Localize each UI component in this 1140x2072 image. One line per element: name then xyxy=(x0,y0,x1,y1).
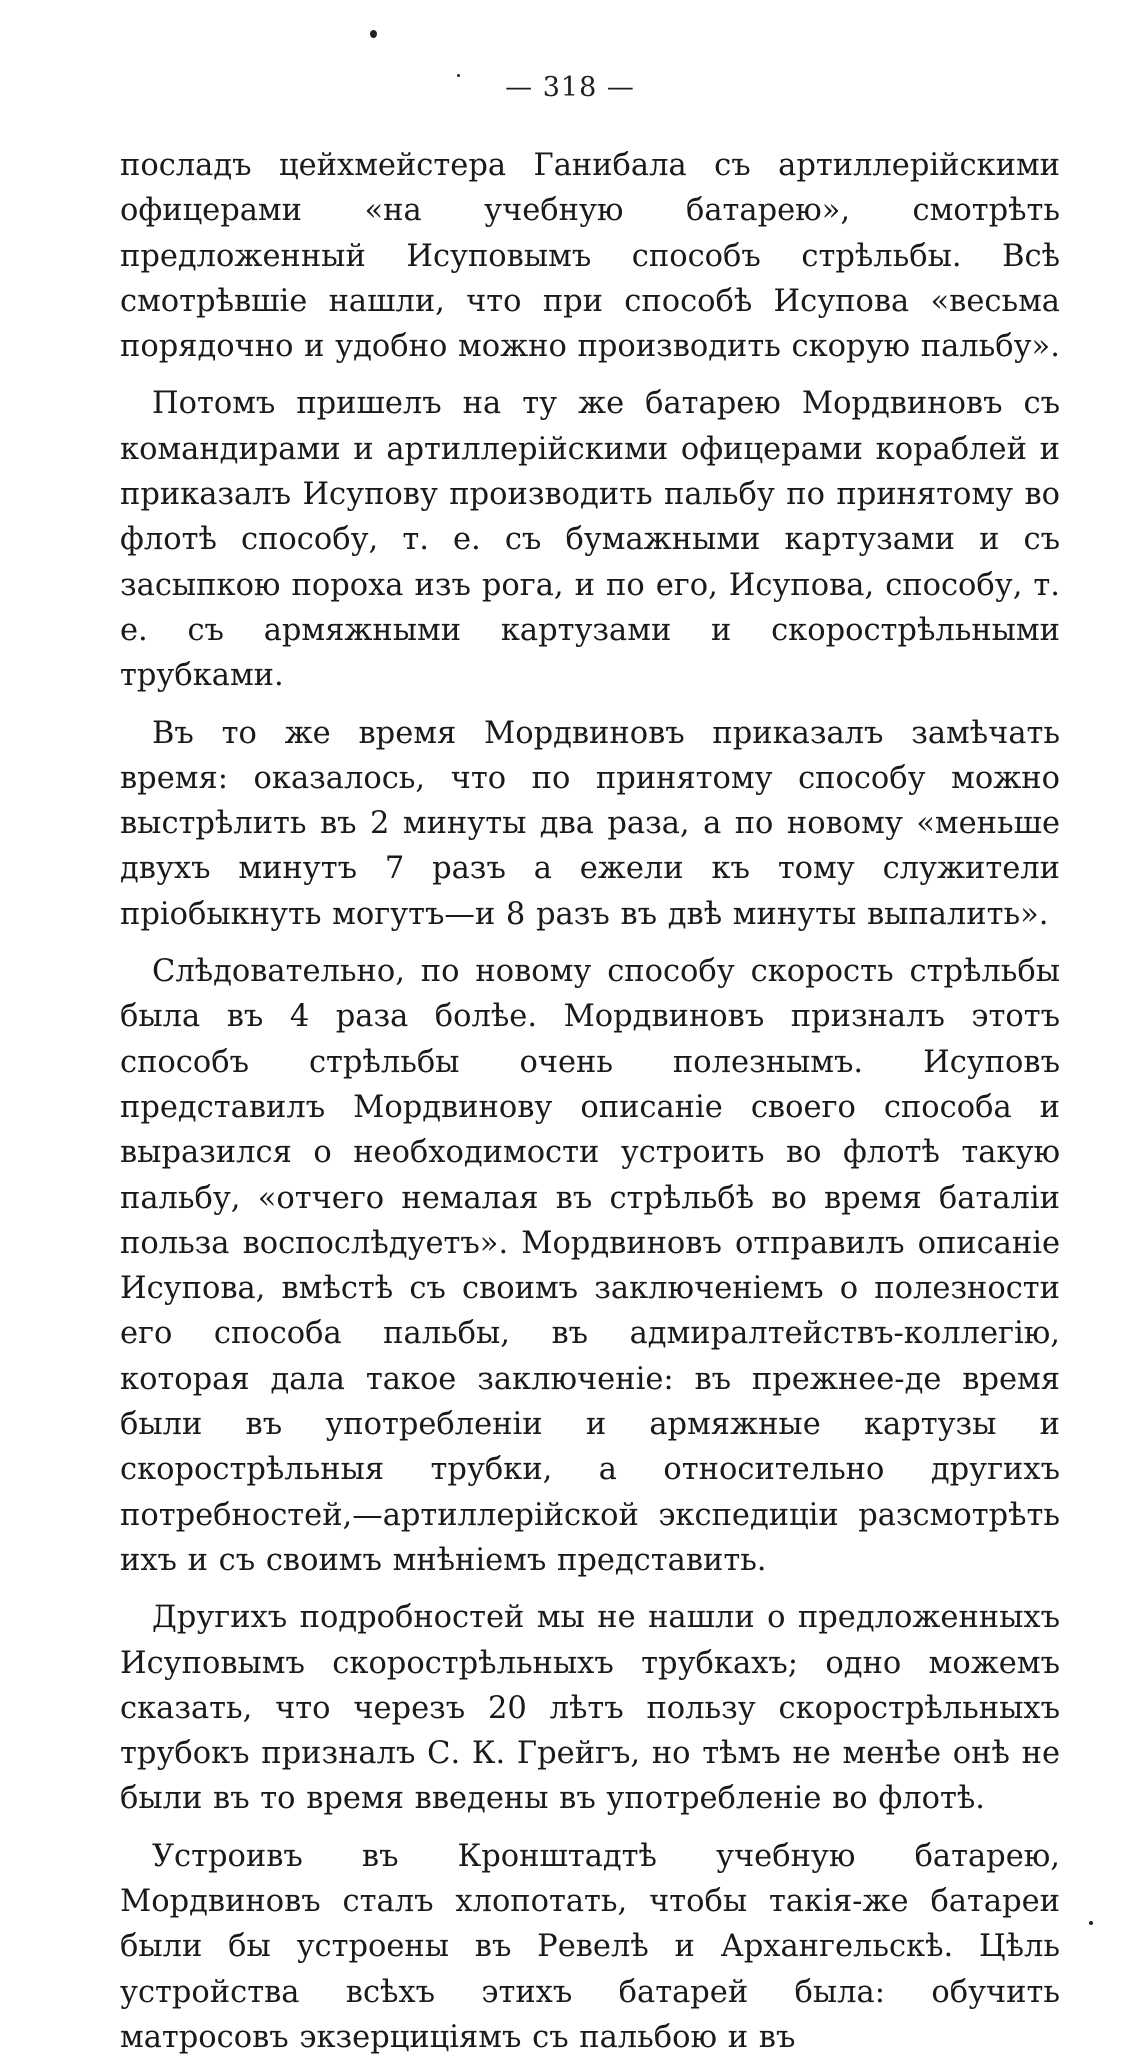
body-text xyxy=(120,143,1060,2072)
paragraph: Другихъ подробностей мы не нашли о предложенныхъ Исуповымъ скорострѣльныхъ трубкахъ; одно можемъ сказать, что черезъ 20 лѣтъ пользу скорострѣльныхъ трубокъ призналъ С. К. Грейгъ, но тѣмъ не менѣе онѣ не были въ то время введены въ употребленіе во флотѣ. xyxy=(120,1600,1060,1817)
paragraph: Устроивъ въ Кронштадтѣ учебную батарею, Мордвиновъ сталъ хлопотать, чтобы такія-же батареи были бы устроены въ Ревелѣ и Архангельскѣ. Цѣль устройства всѣхъ этихъ батарей была: обучить матросовъ экзерциціямъ съ пальбою и въ xyxy=(120,1838,1060,2055)
paragraph: Слѣдовательно, по новому способу скорость стрѣльбы была въ 4 раза болѣе. Мордвиновъ призналъ этотъ способъ стрѣльбы очень полезнымъ. Исуповъ представилъ Мордвинову описаніе своего способа и выразился о необходимости устроить во флотѣ такую пальбу, «отчего немалая въ стрѣльбѣ во время баталіи польза воспослѣдуетъ». Мордвиновъ отправилъ описаніе Исупова, вмѣстѣ съ своимъ заключеніемъ о полезности его способа пальбы, въ адмиралтействъ-коллегію, которая дала такое заключеніе: въ прежнее-де время были въ употребленіи и армяжные картузы и скорострѣльныя трубки, а относительно другихъ потребностей,—артиллерійской экспедиціи разсмотрѣть ихъ и съ своимъ мнѣніемъ представить. xyxy=(120,954,1060,1578)
ink-speck xyxy=(370,30,377,38)
paragraph: Въ то же время Мордвиновъ приказалъ замѣчать время: оказалось, что по принятому способу можно выстрѣлить въ 2 минуты два раза, а по новому «меньше двухъ минутъ 7 разъ а ежели къ тому служители пріобыкнуть могутъ—и 8 разъ въ двѣ минуты выпалить». xyxy=(120,715,1060,932)
page-number: — 318 — xyxy=(505,72,635,103)
paragraph: посладъ цейхмейстера Ганибала съ артиллерійскими офицерами «на учебную батарею», смотрѣть предложенный Исуповымъ способъ стрѣльбы. Всѣ смотрѣвшіе нашли, что при способѣ Исупова «весьма порядочно и удобно можно производить скорую пальбу». xyxy=(120,148,1060,365)
ink-speck xyxy=(1089,1921,1093,1925)
paragraph: Потомъ пришелъ на ту же батарею Мордвиновъ съ командирами и артиллерійскими офицерами кораблей и приказалъ Исупову производить пальбу по принятому во флотѣ способу, т. е. съ бумажными картузами и съ засыпкою пороха изъ рога, и по его, Исупова, способу, т. е. съ армяжными картузами и скорострѣльными трубками. xyxy=(120,386,1060,694)
